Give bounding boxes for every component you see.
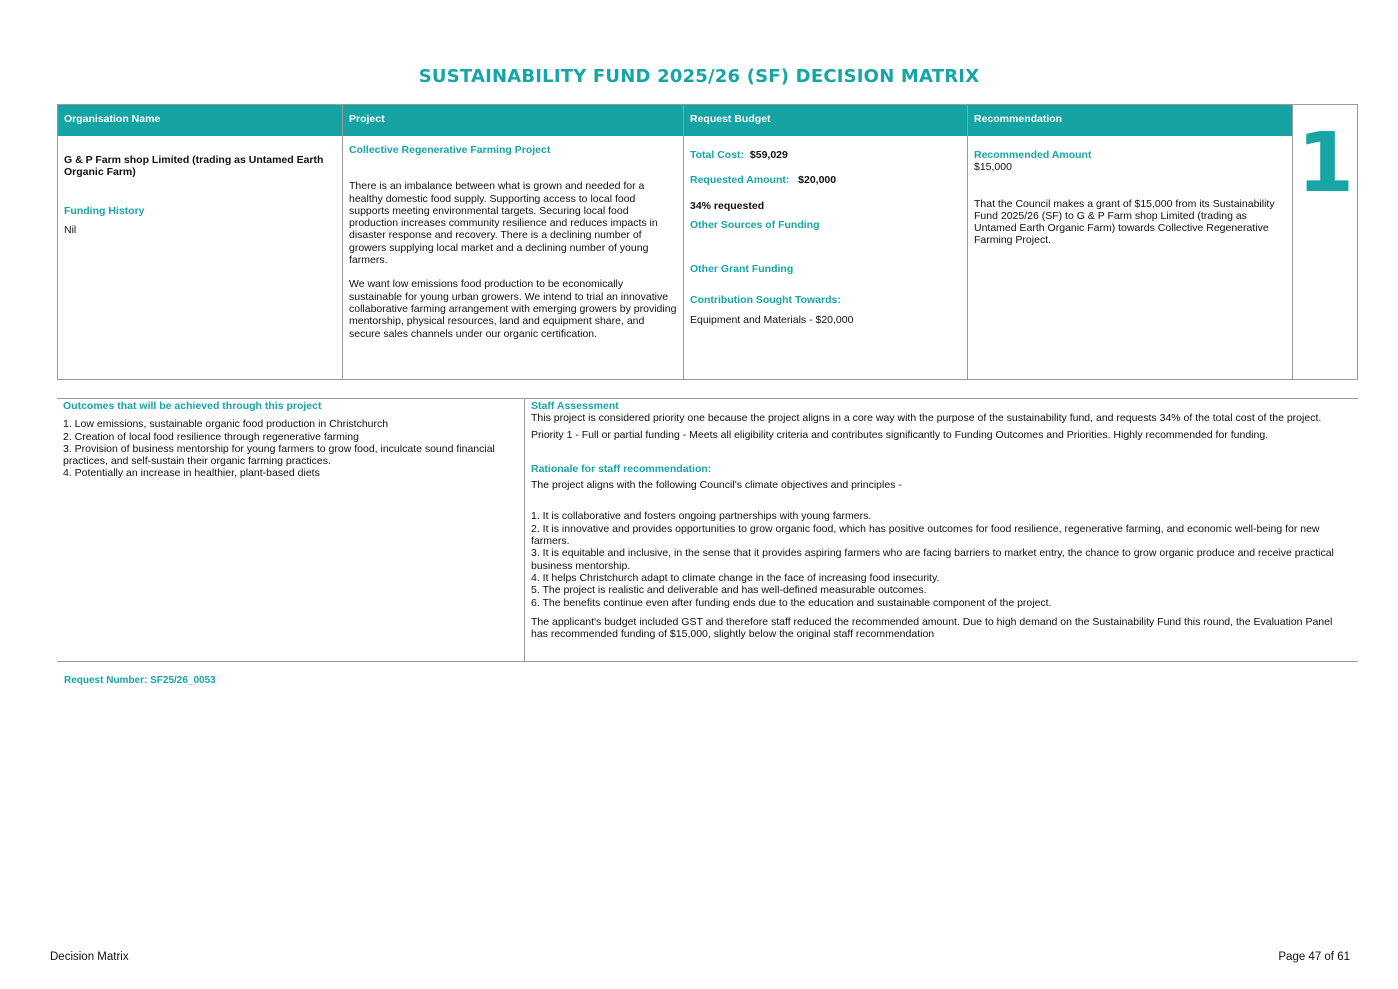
priority-number-cell [1291,105,1357,379]
outcome-item: 4. Potentially an increase in healthier, plant-based diets [63,467,320,480]
request-number: Request Number: SF25/26_0053 [64,675,216,686]
priority-description: Priority 1 - Full or partial funding - Meets all eligibility criteria and contributes significantly to Funding Outcomes and Priorities. Highly recommended for funding. [531,428,1269,441]
outcome-item: 1. Low emissions, sustainable organic food production in Christchurch [63,418,389,431]
rationale-point: 4. It helps Christchurch adapt to climate change in the face of increasing food insecurity. [531,571,940,584]
funding-history-label: Funding History [64,204,145,217]
rationale-point: 5. The project is realistic and deliverable and has well-defined measurable outcomes. [531,584,927,597]
assessment-section [57,398,1358,662]
decision-matrix-table [57,104,1358,380]
budget-header: Request Budget [684,105,967,136]
outcome-item: 2. Creation of local food resilience through regenerative farming [63,430,359,443]
recommendation-text: That the Council makes a grant of $15,000 from its Sustainability Fund 2025/26 (SF) to G & P Farm shop Limited (trading as Untamed Earth Organic Farm) towards Collective Regenerative Farming Project. [974,197,1275,247]
percent-requested: 34% requested [690,199,765,212]
outcomes-panel [57,399,525,661]
project-name: Collective Regenerative Farming Project [349,144,551,156]
outcomes-label: Outcomes that will be achieved through this project [63,400,322,412]
outcome-item: 3. Provision of business mentorship for young farmers to grow food, inculcate sound financial practices, and self-sustain their organic farming practices. [63,442,495,468]
requested-amount-value: $20,000 [798,174,837,187]
page-title: SUSTAINABILITY FUND 2025/26 (SF) DECISION MATRIX [418,66,980,87]
footer-document-name: Decision Matrix [50,951,129,963]
organisation-name: G & P Farm shop Limited (trading as Untamed Earth Organic Farm) [64,154,324,179]
project-column [343,105,684,379]
rationale-point: 2. It is innovative and provides opportunities to grow organic food, which has positive outcomes for food resilience, regenerative farming, and economic well-being for new farmers. [531,522,1320,548]
rationale-label: Rationale for staff recommendation: [531,462,712,475]
total-cost-value: $59,029 [749,149,788,161]
organisation-header: Organisation Name [58,105,342,136]
recommended-amount-label: Recommended Amount [974,149,1092,161]
rationale-points [531,510,1352,608]
budget-column [684,105,968,379]
footer-page-number: Page 47 of 61 [1278,951,1350,963]
recommended-amount-value: $15,000 [974,161,1012,174]
staff-assessment-label: Staff Assessment [531,400,619,412]
rationale-point: 3. It is equitable and inclusive, in the sense that it provides aspiring farmers who are facing barriers to market entry, the chance to grow organic produce and receive practical business mentorship. [531,547,1334,572]
funding-history-value: Nil [64,223,77,236]
other-grant-label: Other Grant Funding [690,263,794,276]
requested-amount-label: Requested Amount: [690,174,790,187]
organisation-column [58,105,343,379]
staff-assessment-text: This project is considered priority one because the project aligns in a core way with the purpose of the sustainability fund, and requests 34% of the total cost of the project. [531,412,1322,425]
contribution-value: Equipment and Materials - $20,000 [690,313,854,326]
priority-number: 1 [1297,116,1355,211]
rationale-intro: The project aligns with the following Council's climate objectives and principles - [531,479,902,492]
rationale-point: 1. It is collaborative and fosters ongoing partnerships with young farmers. [531,510,872,523]
total-cost-label: Total Cost: [690,149,745,161]
other-sources-label: Other Sources of Funding [690,218,820,231]
outcomes-list [63,418,518,479]
project-description-2: We want low emissions food production to be economically sustainable for young urban growers. We intend to trial an innovative collaborative farming arrangement with emerging growers by providing mentorship, physical resources, land and equipment share, and secure sales channels under our organic certification. [349,278,677,340]
closing-statement: The applicant's budget included GST and therefore staff reduced the recommended amount. Due to high demand on the Sustainability Fund this round, the Evaluation Panel has recommended funding of $15,000, slightly below the original staff recommendation [531,615,1333,641]
recommendation-column [968,105,1293,379]
contribution-label: Contribution Sought Towards: [690,294,841,307]
rationale-point: 6. The benefits continue even after funding ends due to the education and sustainable component of the project. [531,596,1052,609]
project-description-1: There is an imbalance between what is grown and needed for a healthy domestic food supply. Supporting access to local food supports meeting environmental targets. Securing local food production increases community resilience and reduces impacts in disaster response and recovery. There is a declining number of growers supplying local market and a declining number of young farmers. [349,180,658,267]
recommendation-header: Recommendation [968,105,1292,136]
project-header: Project [343,105,683,136]
staff-assessment-panel [525,399,1358,661]
